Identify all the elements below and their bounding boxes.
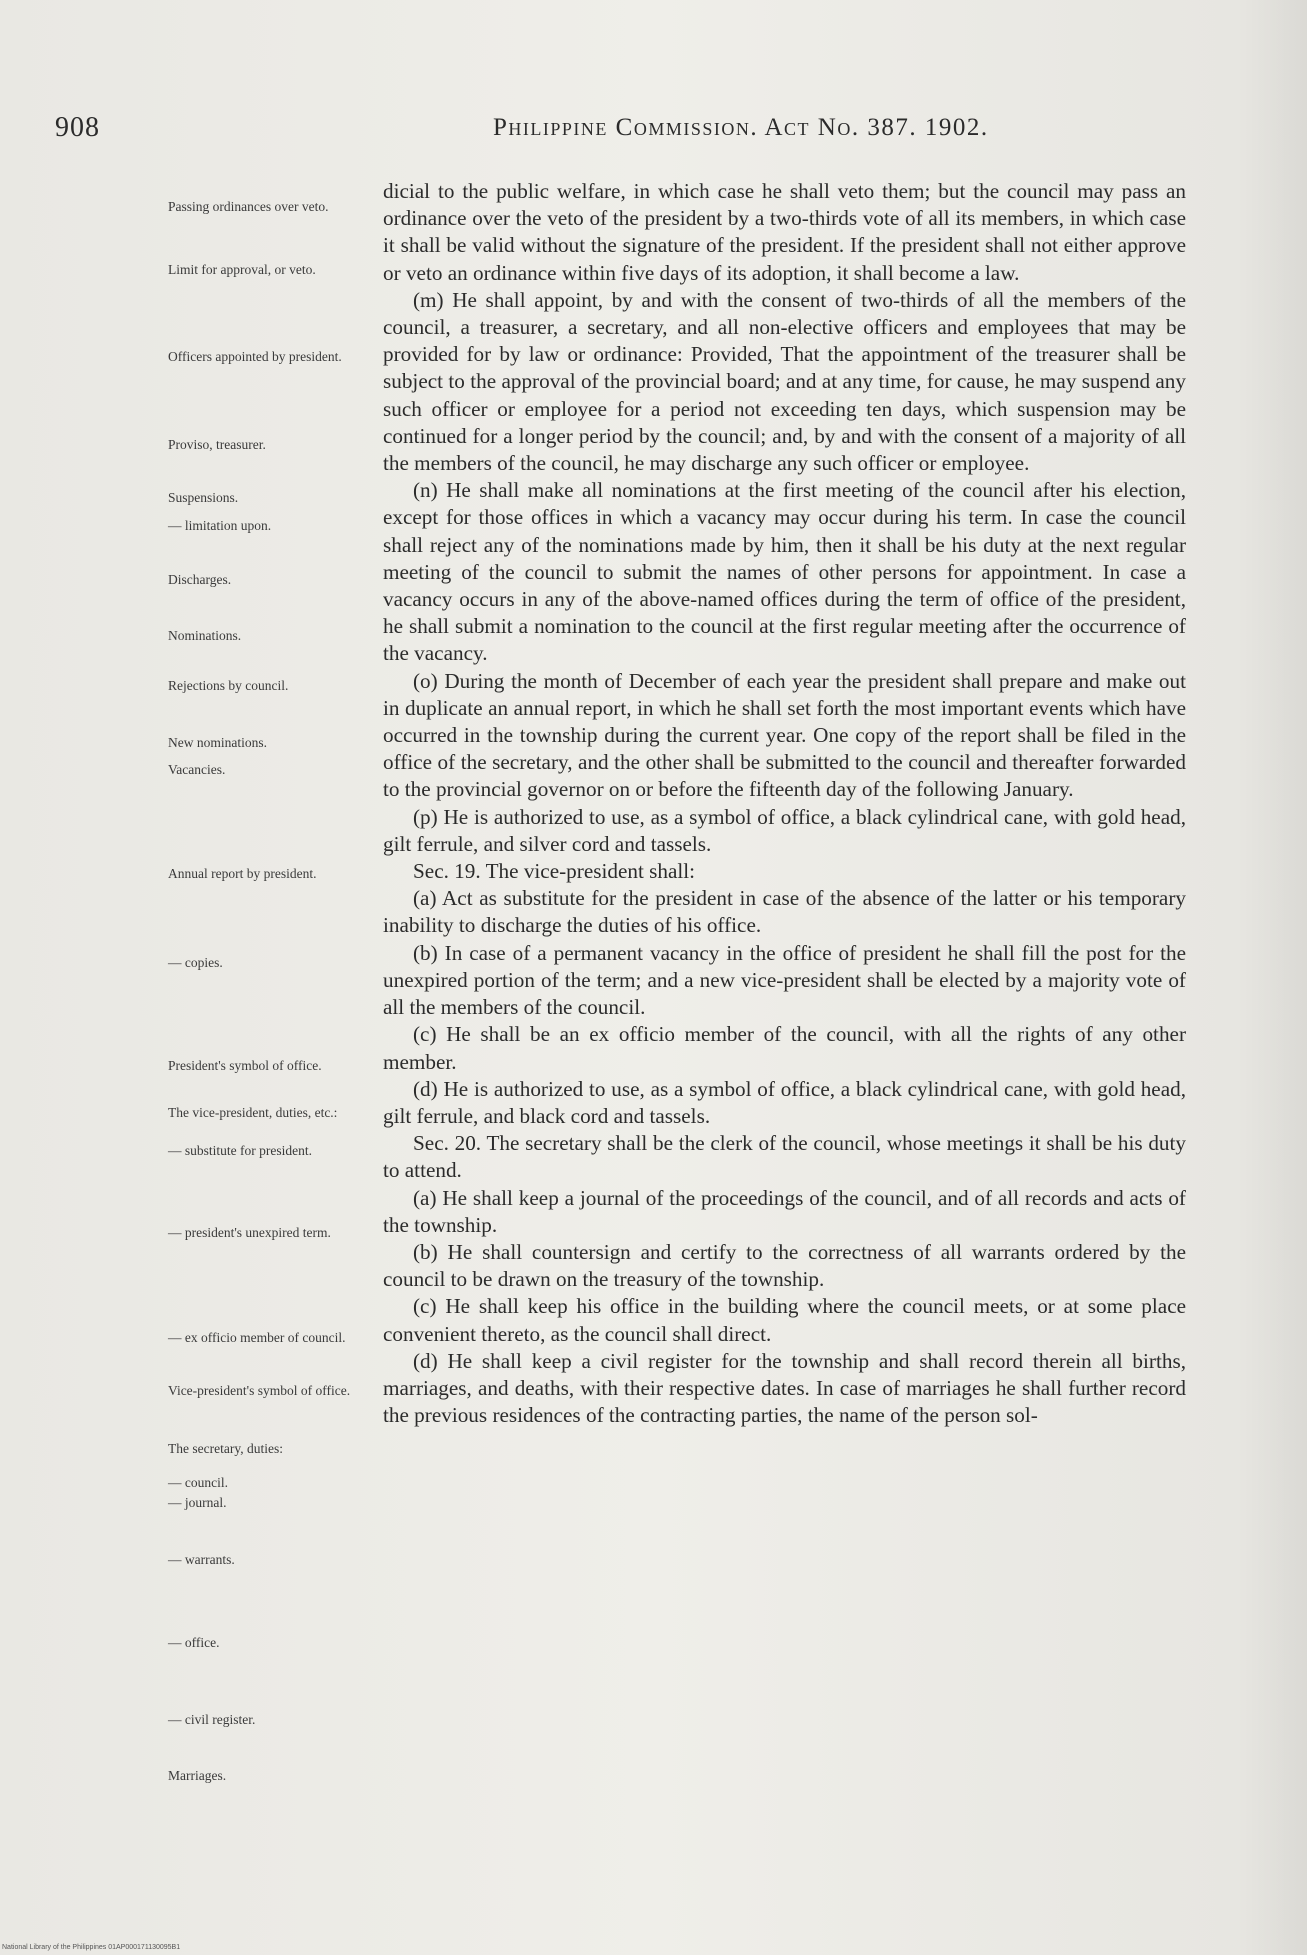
margin-note: Annual report by president. <box>168 866 317 881</box>
margin-note: New nominations. <box>168 735 267 750</box>
margin-note: — substitute for president. <box>168 1143 312 1158</box>
margin-note: President's symbol of office. <box>168 1058 322 1073</box>
margin-note: — president's unexpired term. <box>168 1225 331 1240</box>
margin-note: Vacancies. <box>168 762 226 777</box>
margin-note: Proviso, treasurer. <box>168 437 266 452</box>
margin-note: — journal. <box>168 1495 227 1510</box>
margin-note: Discharges. <box>168 572 232 587</box>
margin-note: Marriages. <box>168 1768 227 1783</box>
paragraph: Sec. 20. The secretary shall be the clerk of the council, whose meetings it shall be his duty to attend. <box>383 1131 1186 1183</box>
margin-note: Nominations. <box>168 628 242 643</box>
paragraph: dicial to the public welfare, in which case he shall veto them; but the council may pass an ordinance over the veto of the president by a two-thirds vote of all its members, in which case it shall be valid without the signature of the president. If the president shall not either approve or veto an ordinance within five days of its adoption, it shall become a law. <box>383 179 1186 285</box>
paragraph: (a) Act as substitute for the president in case of the absence of the latter or his temporary inability to discharge the duties of his office. <box>383 886 1186 938</box>
margin-note: — limitation upon. <box>168 518 272 533</box>
paragraph: (b) In case of a permanent vacancy in the office of president he shall fill the post for the unexpired portion of the term; and a new vice-president shall be elected by a majority vote of all the members of the council. <box>383 940 1186 1020</box>
paragraph: (n) He shall make all nominations at the first meeting of the council after his election, except for those offices in which a vacancy may occur during his term. In case the council shall reject any of the nominations made by him, then it shall be his duty at the next regular meeting of the council to submit the names of other persons for appointment. In case a vacancy occurs in any of the above-named offices during the term of office of the president, he shall submit a nomination to the council at the first regular meeting after the occurrence of the vacancy. <box>383 478 1186 666</box>
margin-note: Passing ordinances over veto. <box>168 199 329 214</box>
margin-note: — office. <box>168 1635 220 1650</box>
paragraph: (a) He shall keep a journal of the proceedings of the council, and of all records and acts of the township. <box>383 1185 1186 1237</box>
margin-note: Rejections by council. <box>168 678 289 693</box>
paragraph: (d) He is authorized to use, as a symbol of office, a black cylindrical cane, with gold head, gilt ferrule, and black cord and tassels. <box>383 1076 1186 1128</box>
margin-note: — civil register. <box>168 1712 256 1727</box>
margin-note: The vice-president, duties, etc.: <box>168 1105 338 1120</box>
margin-note: Officers appointed by president. <box>168 349 342 364</box>
margin-note: Suspensions. <box>168 490 239 505</box>
margin-note: — copies. <box>168 955 223 970</box>
margin-note: Limit for approval, or veto. <box>168 262 316 277</box>
page-edge-shadow <box>1237 0 1307 1955</box>
paragraph: (m) He shall appoint, by and with the consent of two-thirds of all the members of the council, a treasurer, a secretary, and all non-elective officers and employees that may be provided for by law or ordinance: Provided, That the appointment of the treasurer shall be subject to the approval of the provincial board; and at any time, for cause, he may suspend any such officer or employee for a period not exceeding ten days, which suspension may be continued for a longer period by the council; and, by and with the consent of a majority of all the members of the council, he may discharge any such officer or employee. <box>383 287 1186 476</box>
paragraph: (b) He shall countersign and certify to the correctness of all warrants ordered by the council to be drawn on the treasury of the township. <box>383 1239 1186 1292</box>
margin-note: Vice-president's symbol of office. <box>168 1383 351 1398</box>
running-head: Philippine Commission. Act No. 387. 1902. <box>493 114 989 141</box>
paragraph: (p) He is authorized to use, as a symbol of office, a black cylindrical cane, with gold head, gilt ferrule, and silver cord and tassels. <box>383 804 1186 856</box>
margin-note: — warrants. <box>168 1552 235 1567</box>
paragraph: (c) He shall keep his office in the building where the council meets, or at some place convenient thereto, as the council shall direct. <box>383 1294 1186 1346</box>
page-header <box>55 112 1080 152</box>
margin-note: — ex officio member of council. <box>168 1330 346 1345</box>
paragraph: (c) He shall be an ex officio member of the council, with all the rights of any other member. <box>383 1022 1186 1074</box>
paragraph: Sec. 19. The vice-president shall: <box>413 859 696 884</box>
body-text <box>383 178 1186 1429</box>
paragraph: (o) During the month of December of each year the president shall prepare and make out in duplicate an annual report, in which he shall set forth the most important events which have occurred in the township during the current year. One copy of the report shall be filed in the office of the secretary, and the other shall be submitted to the council and thereafter forwarded to the provincial governor on or before the fifteenth day of the following January. <box>383 668 1186 802</box>
page-number: 908 <box>55 112 100 143</box>
margin-note: — council. <box>168 1475 228 1490</box>
paragraph: (d) He shall keep a civil register for the township and shall record therein all births, marriages, and deaths, with their respective dates. In case of marriages he shall further record the previous residences of the contracting parties, the name of the person sol- <box>383 1348 1186 1428</box>
margin-note: The secretary, duties: <box>168 1441 283 1456</box>
scan-footer: National Library of the Philippines 01AP000171130095B1 <box>2 1944 181 1951</box>
